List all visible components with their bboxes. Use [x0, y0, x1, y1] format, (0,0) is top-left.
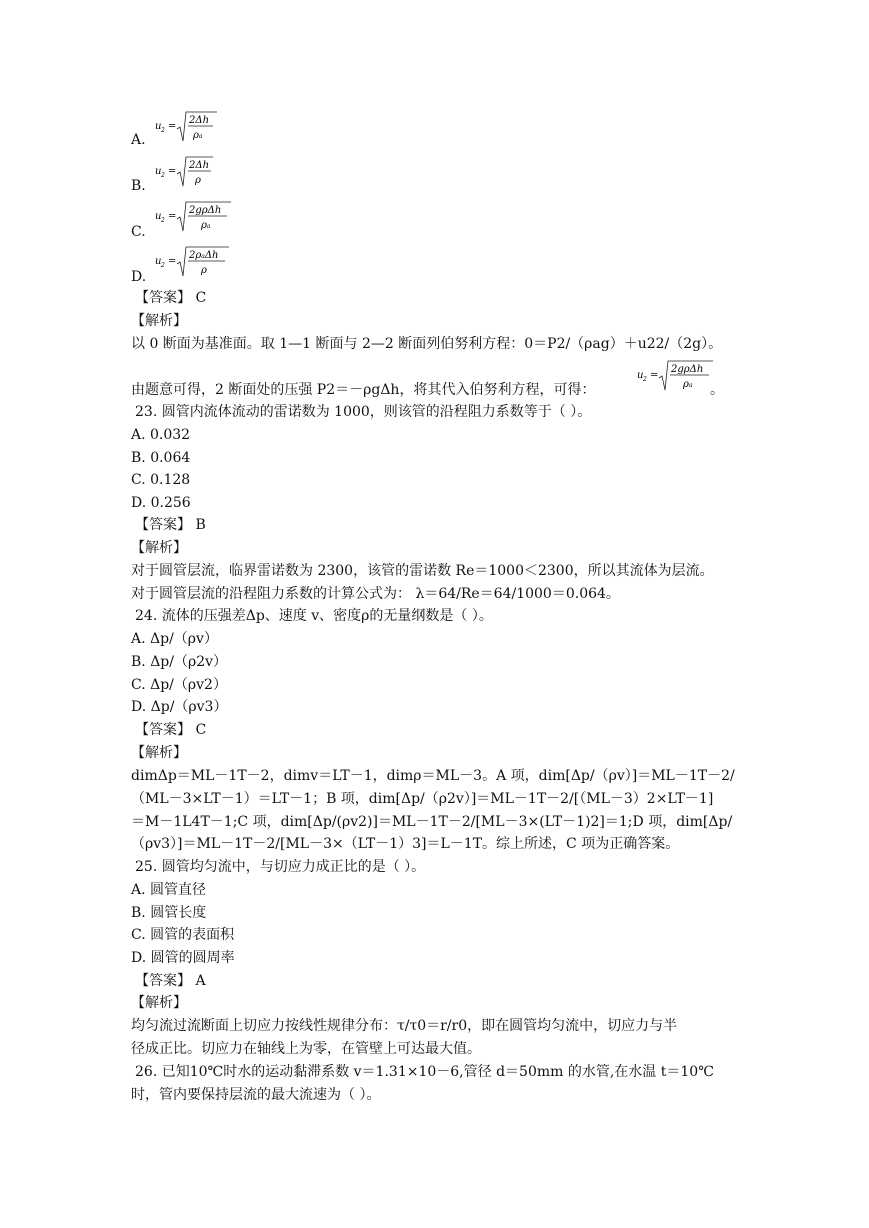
- svg-text:ρ: ρ: [201, 265, 207, 276]
- q25-analysis-line-2: 径成正比。切应力在轴线上为零，在管壁上可达最大值。: [131, 1041, 481, 1057]
- q24-option-c: C. Δp/（ρv2）: [131, 677, 227, 693]
- q23-option-b: B. 0.064: [131, 450, 191, 466]
- svg-text:ρ: ρ: [195, 175, 201, 186]
- q22-analysis-text: 由题意可得，2 断面处的压强 P2＝－ρgΔh，将其代入伯努利方程，可得：: [131, 382, 596, 398]
- q24-option-b: B. Δp/（ρ2v）: [131, 654, 228, 670]
- q25-analysis-line-1: 均匀流过流断面上切应力按线性规律分布：τ/τ0＝r/r0，即在圆管均匀流中，切应力与半: [131, 1018, 678, 1034]
- q22-analysis-end: 。: [710, 382, 724, 398]
- option-letter: D.: [131, 269, 147, 285]
- svg-text:u: u: [155, 256, 162, 267]
- svg-text:u: u: [155, 211, 162, 222]
- formula-image-b: [155, 155, 225, 189]
- q26-question-line-1: 26. 已知10℃时水的运动黏滞系数 v＝1.31×10－6,管径 d＝50mm 的水管,在水温 t＝10℃: [135, 1064, 714, 1080]
- q25-question: 25. 圆管均匀流中，与切应力成正比的是（ ）。: [135, 859, 426, 875]
- q24-question: 24. 流体的压强差Δp、速度 v、密度ρ的无量纲数是（ ）。: [135, 608, 493, 624]
- q23-option-c: C. 0.128: [131, 472, 191, 488]
- svg-text:ρa: ρa: [201, 220, 211, 231]
- option-letter: B.: [131, 178, 146, 194]
- q22-analysis-label: 【解析】: [131, 313, 187, 329]
- svg-text:u: u: [155, 166, 162, 177]
- svg-text:=: =: [168, 211, 177, 222]
- svg-text:=: =: [168, 121, 177, 132]
- svg-text:2: 2: [161, 217, 165, 224]
- q22-option-b: [131, 176, 151, 196]
- q25-option-a: A. 圆管直径: [131, 882, 207, 898]
- svg-text:2: 2: [161, 172, 165, 179]
- svg-text:u: u: [155, 121, 162, 132]
- formula-image-c: [155, 200, 235, 234]
- svg-text:2ρaΔh: 2ρaΔh: [189, 250, 219, 261]
- svg-text:ρa: ρa: [683, 379, 693, 390]
- q24-analysis-label: 【解析】: [131, 745, 187, 761]
- q25-option-d: D. 圆管的圆周率: [131, 950, 235, 966]
- q24-answer: 【答案】 C: [135, 722, 207, 738]
- option-letter: C.: [131, 224, 146, 240]
- svg-text:ρa: ρa: [193, 130, 203, 141]
- formula-image-a: [155, 110, 225, 144]
- svg-text:2Δh: 2Δh: [189, 115, 210, 126]
- q24-analysis-line-3: ＝M－1L4T－1;C 项，dim[Δp/(ρv2)]＝ML－1T－2/[ML－3×(LT－1)2]＝1;D 项，dim[Δp/: [131, 814, 733, 830]
- svg-text:=: =: [650, 370, 659, 381]
- svg-text:u: u: [637, 370, 644, 381]
- formula-image-d: [155, 245, 235, 279]
- q24-option-a: A. Δp/（ρv）: [131, 631, 218, 647]
- q23-option-d: D. 0.256: [131, 495, 191, 511]
- q23-answer: 【答案】 B: [135, 517, 206, 533]
- q23-option-a: A. 0.032: [131, 427, 191, 443]
- formula-image-result: [637, 359, 717, 393]
- q23-analysis-label: 【解析】: [131, 540, 187, 556]
- q22-answer: 【答案】 C: [135, 290, 207, 306]
- q23-analysis-line-2: 对于圆管层流的沿程阻力系数的计算公式为： λ＝64/Re＝64/1000＝0.064。: [131, 586, 620, 602]
- svg-text:=: =: [168, 166, 177, 177]
- svg-text:2: 2: [161, 127, 165, 134]
- svg-text:2: 2: [161, 262, 165, 269]
- q22-option-d: [131, 267, 151, 287]
- q22-analysis-line-1: 以 0 断面为基准面。取 1—1 断面与 2—2 断面列伯努利方程：0＝P2/（ρag）＋u22/（2g）。: [131, 336, 723, 352]
- q24-analysis-line-1: dimΔp＝ML－1T－2，dimv＝LT－1，dimρ＝ML－3。A 项，dim[Δp/（ρv）]＝ML－1T－2/: [131, 768, 735, 784]
- q25-analysis-label: 【解析】: [131, 995, 187, 1011]
- q23-analysis-line-1: 对于圆管层流，临界雷诺数为 2300，该管的雷诺数 Re＝1000＜2300，所以其流体为层流。: [131, 563, 714, 579]
- option-letter: A.: [131, 132, 146, 148]
- svg-text:2gρΔh: 2gρΔh: [189, 205, 222, 216]
- q24-analysis-line-2: （ML－3×LT－1）＝LT－1；B 项，dim[Δp/（ρ2v）]＝ML－1T－2/[（ML－3）2×LT－1]: [131, 791, 714, 807]
- q25-option-c: C. 圆管的表面积: [131, 927, 235, 943]
- svg-text:2: 2: [643, 376, 647, 383]
- q22-option-a: [131, 130, 151, 150]
- svg-text:2gρΔh: 2gρΔh: [671, 364, 704, 375]
- q25-option-b: B. 圆管长度: [131, 905, 207, 921]
- svg-text:2Δh: 2Δh: [189, 160, 210, 171]
- q23-question: 23. 圆管内流体流动的雷诺数为 1000，则该管的沿程阻力系数等于（ ）。: [135, 404, 592, 420]
- q22-option-c: [131, 222, 151, 242]
- q25-answer: 【答案】 A: [135, 973, 206, 989]
- q22-analysis-line-2: [131, 380, 595, 400]
- svg-text:=: =: [168, 256, 177, 267]
- q24-option-d: D. Δp/（ρv3）: [131, 699, 228, 715]
- q24-analysis-line-4: （ρv3）]＝ML－1T－2/[ML－3×（LT－1）3]＝L－1T。综上所述，C 项为正确答案。: [131, 836, 680, 852]
- q26-question-line-2: 时，管内要保持层流的最大流速为（ ）。: [131, 1087, 381, 1103]
